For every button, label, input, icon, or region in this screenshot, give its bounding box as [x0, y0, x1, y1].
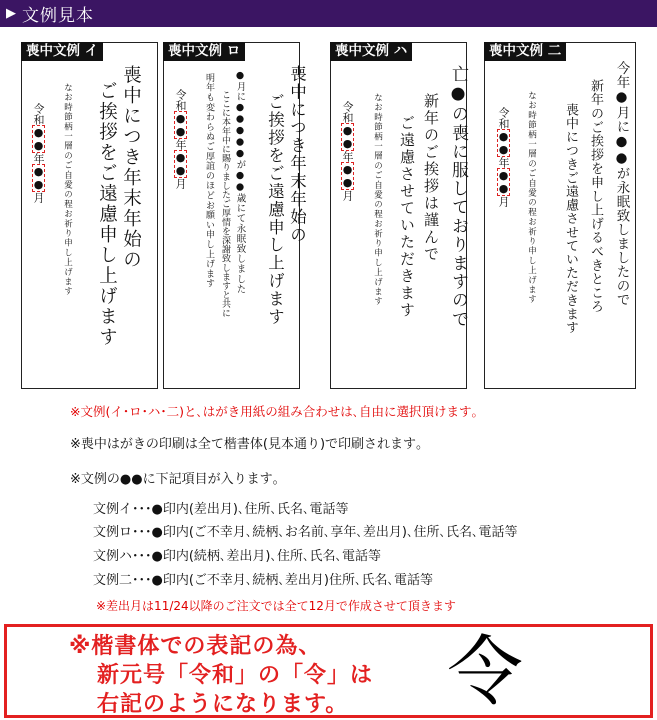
date-month-unit: 月 — [341, 190, 354, 201]
card-line: 亡●の喪に服しておりますので — [448, 65, 468, 329]
card-label: 喪中文例 ハ — [330, 42, 412, 61]
card-date — [32, 103, 45, 203]
card-line: 喪中につき年末年始の — [120, 65, 142, 270]
date-month-unit: 月 — [174, 178, 187, 189]
date-month-placeholder: ●● — [341, 163, 354, 189]
card-line: ご挨拶をご遠慮申し上げます — [96, 81, 118, 348]
card-date — [497, 107, 510, 207]
item-line-ni: 文例二･･･●印内(ご不幸月､続柄､差出月)住所､氏名､電話等 — [93, 573, 433, 588]
notice-line-3: 右記のようになります。 — [97, 692, 349, 717]
date-month-placeholder: ●● — [32, 165, 45, 191]
item-line-i: 文例イ･･･●印内(差出月)､住所､氏名､電話等 — [93, 502, 349, 517]
sample-card-ni — [484, 42, 636, 389]
date-era: 令和 — [497, 107, 510, 129]
date-year-unit: 年 — [174, 139, 187, 150]
print-note: ※喪中はがきの印刷は全て楷書体(見本通り)で印刷されます｡ — [70, 437, 423, 452]
month-note: ※差出月は11/24以降のご注文では全て12月で作成させて頂きます — [96, 599, 456, 613]
triangle-icon: ▶ — [6, 6, 16, 21]
date-year-unit: 年 — [497, 157, 510, 168]
card-line: 明年も変わらぬご厚誼のほどお願い申し上げます — [204, 73, 214, 289]
card-line: ご挨拶をご遠慮申し上げます — [265, 93, 285, 326]
card-label: 喪中文例 ロ — [163, 42, 245, 61]
date-era: 令和 — [174, 89, 187, 111]
card-line: ●月に●●●●●が●●歳にて永眠致しました — [234, 70, 246, 295]
date-month-unit: 月 — [497, 196, 510, 207]
notice-line-2: 新元号「令和」の「令」は — [97, 663, 374, 688]
section-header — [0, 0, 657, 27]
date-month-placeholder: ●● — [174, 151, 187, 177]
card-line: 新年のご挨拶を申し上げるべきところ — [588, 79, 603, 314]
card-line: ここに本年中に賜りましたご厚情を深謝致しますと共に — [220, 90, 230, 318]
card-line: 新年のご挨拶は謹んで — [422, 93, 440, 263]
sample-card-ro — [163, 42, 307, 389]
date-year-placeholder: ●● — [341, 124, 354, 150]
section-title: 文例見本 — [22, 6, 94, 26]
date-year-placeholder: ●● — [174, 112, 187, 138]
date-era: 令和 — [32, 103, 45, 125]
card-line: なお時節柄一層のご自愛の程お祈り申し上げます — [372, 93, 383, 307]
card-line: ご遠慮させていただきます — [398, 115, 416, 319]
card-label: 喪中文例 イ — [21, 42, 103, 61]
date-year-placeholder: ●● — [32, 126, 45, 152]
combination-note: ※文例(イ･ロ･ハ･二)と､はがき用紙の組み合わせは､自由に選択頂けます｡ — [70, 404, 478, 419]
era-notice-box — [4, 624, 653, 718]
item-line-ro: 文例ロ･･･●印内(ご不幸月､続柄､お名前､享年､差出月)､住所､氏名､電話等 — [93, 525, 518, 540]
sample-card-ha — [330, 42, 467, 389]
rei-kanji-sample: 令 — [447, 627, 523, 716]
items-heading: ※文例の●●に下記項目が入ります｡ — [70, 472, 280, 487]
item-line-ha: 文例ハ･･･●印内(続柄､差出月)､住所､氏名､電話等 — [93, 549, 381, 564]
date-year-placeholder: ●● — [497, 130, 510, 156]
notice-line-1: ※楷書体での表記の為、 — [69, 634, 322, 659]
card-line: なお時節柄一層のご自愛の程お祈り申し上げます — [62, 83, 73, 297]
date-month-placeholder: ●● — [497, 169, 510, 195]
card-date — [174, 89, 187, 189]
card-line: 喪中につき年末年始の — [287, 65, 307, 244]
card-line: 今年●月に●●が永眠致しましたので — [613, 61, 630, 307]
sample-card-i — [21, 42, 158, 389]
card-line: 喪中につきご遠慮させていただきます — [563, 103, 578, 335]
date-month-unit: 月 — [32, 192, 45, 203]
date-year-unit: 年 — [32, 153, 45, 164]
card-line: なお時節柄一層のご自愛の程お祈り申し上げます — [526, 91, 537, 305]
date-era: 令和 — [341, 101, 354, 123]
card-label: 喪中文例 二 — [484, 42, 566, 61]
date-year-unit: 年 — [341, 151, 354, 162]
card-date — [341, 101, 354, 201]
